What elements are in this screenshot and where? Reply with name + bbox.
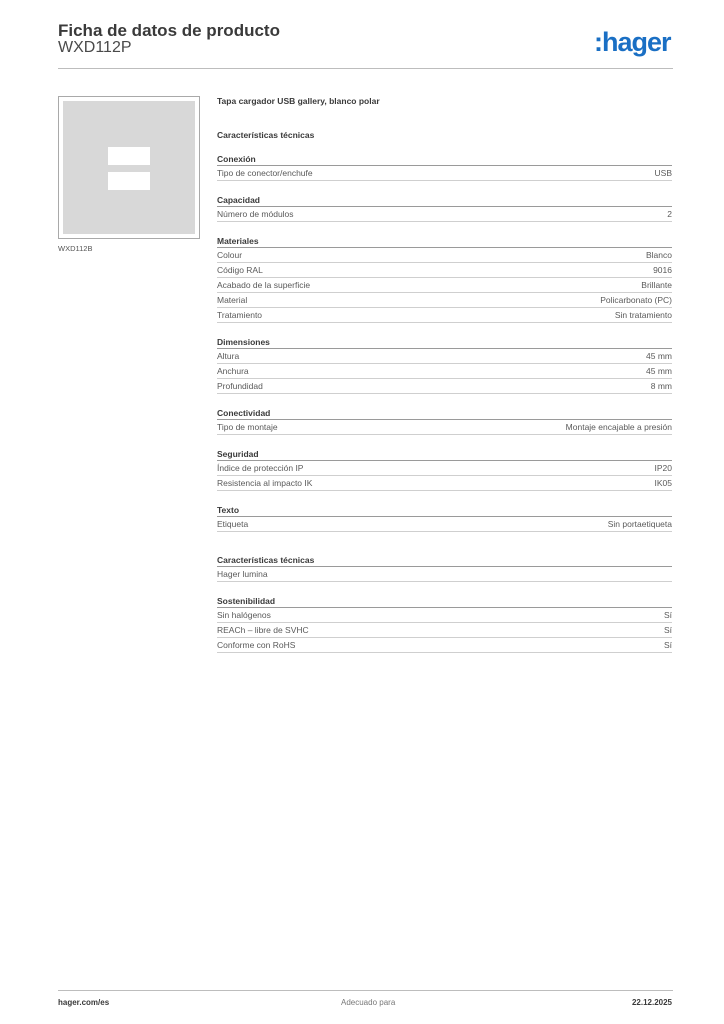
page-title: Ficha de datos de producto (58, 21, 280, 40)
footer-note: Adecuado para (341, 998, 396, 1007)
spec-label: Material (217, 295, 248, 305)
spec-row (217, 278, 672, 293)
spec-row (217, 364, 672, 379)
spec-value: Montaje encajable a presión (565, 422, 672, 432)
spec-label: Etiqueta (217, 519, 249, 529)
spec-value: 2 (667, 209, 672, 219)
spec-label: Altura (217, 351, 240, 361)
spec-label: Tratamiento (217, 310, 263, 320)
spec-label: Índice de protección IP (217, 463, 304, 473)
spec-value: Sin tratamiento (614, 310, 672, 320)
product-image (58, 96, 200, 239)
spec-label: Sin halógenos (217, 610, 271, 620)
spec-row (217, 349, 672, 364)
spec-row (217, 638, 672, 653)
spec-row (217, 248, 672, 263)
spec-row (217, 623, 672, 638)
spec-row (217, 461, 672, 476)
spec-row (217, 608, 672, 623)
spec-value: Policarbonato (PC) (600, 295, 672, 305)
spec-row (217, 166, 672, 181)
section-title: Conexión (217, 153, 672, 166)
spec-label: Colour (217, 250, 243, 260)
spec-row (217, 263, 672, 278)
spec-value: Blanco (646, 250, 672, 260)
section-title: Seguridad (217, 448, 672, 461)
spec-label: Tipo de conector/enchufe (217, 168, 313, 178)
spec-value: 9016 (653, 265, 672, 275)
spec-label: Resistencia al impacto IK (217, 478, 313, 488)
logo-text: :hager (594, 27, 671, 57)
usb-port-top (108, 147, 150, 165)
spec-content (217, 96, 672, 653)
footer-date: 22.12.2025 (631, 998, 672, 1007)
spec-value: Sí (663, 610, 672, 620)
spec-label: Número de módulos (217, 209, 294, 219)
spec-section (217, 235, 672, 323)
spec-section (217, 336, 672, 394)
section-title: Materiales (217, 235, 672, 248)
section-title: Texto (217, 504, 672, 517)
footer-divider (58, 990, 673, 991)
spec-section (217, 504, 672, 532)
spec-label: Profundidad (217, 381, 263, 391)
section-title: Dimensiones (217, 336, 672, 349)
spec-value: 45 mm (646, 351, 672, 361)
spec-value: Sí (663, 640, 672, 650)
spec-label: Anchura (217, 366, 249, 376)
spec-row (217, 379, 672, 394)
spec-sections (217, 153, 672, 532)
spec-label: Conforme con RoHS (217, 640, 296, 650)
spec-value: Sin portaetiqueta (607, 519, 672, 529)
spec-label: Código RAL (217, 265, 263, 275)
spec-value: USB (654, 168, 672, 178)
spec-label: Hager lumina (217, 569, 268, 579)
spec-row (217, 517, 672, 532)
spec-value: IP20 (654, 463, 672, 473)
header-divider (58, 68, 673, 69)
footer-website: hager.com/es (58, 998, 110, 1007)
spec-value: 8 mm (650, 381, 672, 391)
product-code: WXD112P (58, 39, 132, 56)
image-caption: WXD112B (58, 244, 93, 253)
spec-value: 45 mm (646, 366, 672, 376)
spec-value: IK05 (654, 478, 672, 488)
spec-row (217, 476, 672, 491)
cover-plate (63, 101, 195, 234)
spec-value: Brillante (641, 280, 672, 290)
spec-row (217, 207, 672, 222)
spec-section (217, 448, 672, 491)
spec-row (217, 293, 672, 308)
technical-heading-2: Características técnicas (217, 554, 672, 567)
section-title: Conectividad (217, 407, 672, 420)
spec-label: REACh – libre de SVHC (217, 625, 309, 635)
product-name: Tapa cargador USB gallery, blanco polar (217, 96, 380, 106)
spec-section (217, 407, 672, 435)
spec-row (217, 567, 672, 582)
section-title: Sostenibilidad (217, 595, 672, 608)
spec-value: Sí (663, 625, 672, 635)
sustainability-section (217, 595, 672, 653)
section-title: Capacidad (217, 194, 672, 207)
spec-section (217, 194, 672, 222)
hager-logo (594, 26, 674, 58)
technical-heading: Características técnicas (217, 130, 315, 140)
spec-label: Acabado de la superficie (217, 280, 311, 290)
spec-label: Tipo de montaje (217, 422, 278, 432)
spec-row (217, 420, 672, 435)
spec-section (217, 153, 672, 181)
spec-row (217, 308, 672, 323)
usb-port-bottom (108, 172, 150, 190)
